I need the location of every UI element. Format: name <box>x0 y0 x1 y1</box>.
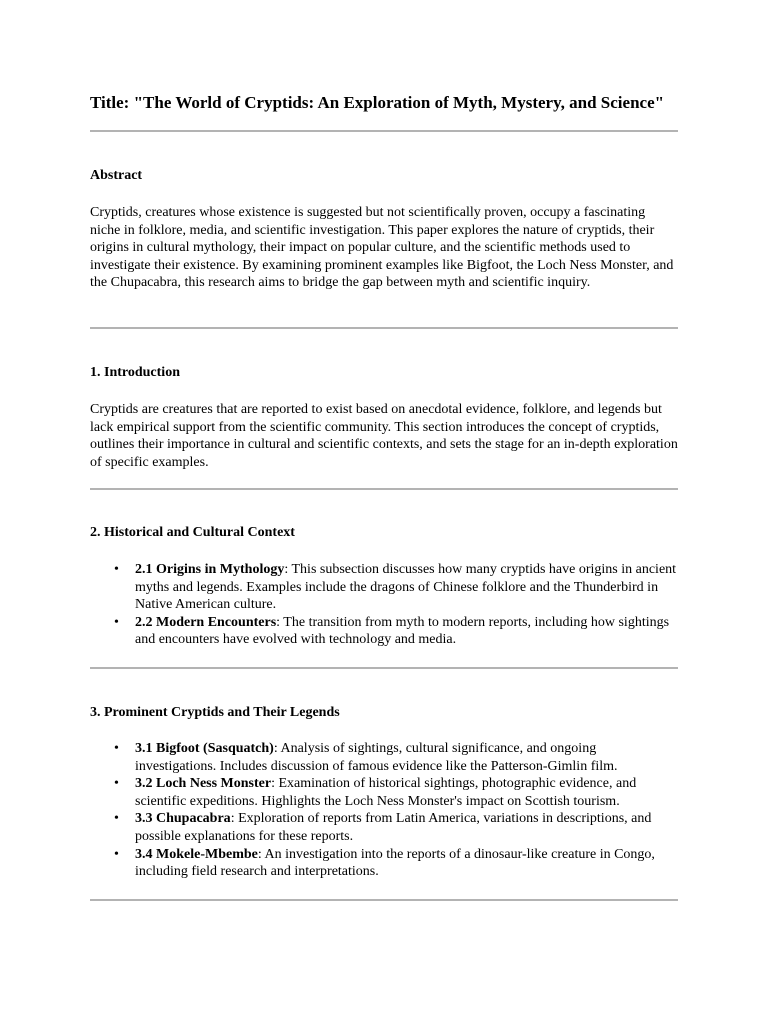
item-label: 2.1 Origins in Mythology <box>135 562 285 577</box>
item-text: : Exploration of reports from Latin America, variations in descriptions, and possible explanations for these reports. <box>135 811 652 844</box>
item-text: : The transition from myth to modern reports, including how sightings and encounters have evolved with technology and media. <box>135 614 670 648</box>
bullet-icon: • <box>114 614 119 630</box>
item-label: 3.3 Chupacabra <box>135 811 231 827</box>
bullet-icon: • <box>114 562 119 577</box>
prominent-list <box>90 740 678 881</box>
divider <box>90 327 678 329</box>
item-text: : This subsection discusses how many cryptids have origins in ancient myths and legends. Examples include the dragons of Chinese folklore and the Thunderbird in Native American culture. <box>135 562 677 613</box>
document-title: Title: "The World of Cryptids: An Exploration of Myth, Mystery, and Science" <box>90 93 665 112</box>
bullet-icon: • <box>114 776 119 792</box>
historical-heading: 2. Historical and Cultural Context <box>90 525 295 540</box>
item-label: 3.1 Bigfoot (Sasquatch) <box>135 741 274 756</box>
introduction-text: Cryptids are creatures that are reported to exist based on anecdotal evidence, folklore, and legends but lack empirical support from the scientific community. This section introduces the concept of cryptids, outlines their importance in cultural and scientific contexts, and sets the stage for an in-depth exploration of specific examples. <box>90 402 678 470</box>
list-item <box>114 614 678 649</box>
item-label: 2.2 Modern Encounters <box>135 614 277 630</box>
divider <box>90 130 678 132</box>
list-item <box>114 740 678 775</box>
bullet-icon: • <box>114 811 119 827</box>
item-text: : Analysis of sightings, cultural significance, and ongoing investigations. Includes discussion of famous evidence like the Patterson-Gimlin film. <box>135 741 618 774</box>
divider <box>90 899 678 901</box>
list-item <box>114 561 678 614</box>
item-text: : An investigation into the reports of a dinosaur-like creature in Congo, including field research and interpretations. <box>135 846 655 880</box>
abstract-heading: Abstract <box>90 168 143 183</box>
divider <box>90 667 678 669</box>
historical-list <box>90 561 678 649</box>
item-text: : Examination of historical sightings, photographic evidence, and scientific expeditions. Highlights the Loch Ness Monster's impact on Scottish tourism. <box>135 776 637 809</box>
prominent-heading: 3. Prominent Cryptids and Their Legends <box>90 705 340 720</box>
bullet-icon: • <box>114 846 119 862</box>
divider <box>90 488 678 490</box>
list-item <box>114 810 678 845</box>
abstract-text: Cryptids, creatures whose existence is suggested but not scientifically proven, occupy a fascinating niche in folklore, media, and scientific investigation. This paper explores the nature of cryptids, their origins in cultural mythology, their impact on popular culture, and the scientific methods used to investigate their existence. By examining prominent examples like Bigfoot, the Loch Ness Monster, and the Chupacabra, this research aims to bridge the gap between myth and scientific inquiry. <box>90 205 674 291</box>
list-item <box>114 846 678 881</box>
list-item <box>114 775 678 810</box>
item-label: 3.2 Loch Ness Monster <box>135 776 272 792</box>
introduction-heading: 1. Introduction <box>90 365 180 380</box>
item-label: 3.4 Mokele-Mbembe <box>135 846 258 862</box>
bullet-icon: • <box>114 741 119 756</box>
